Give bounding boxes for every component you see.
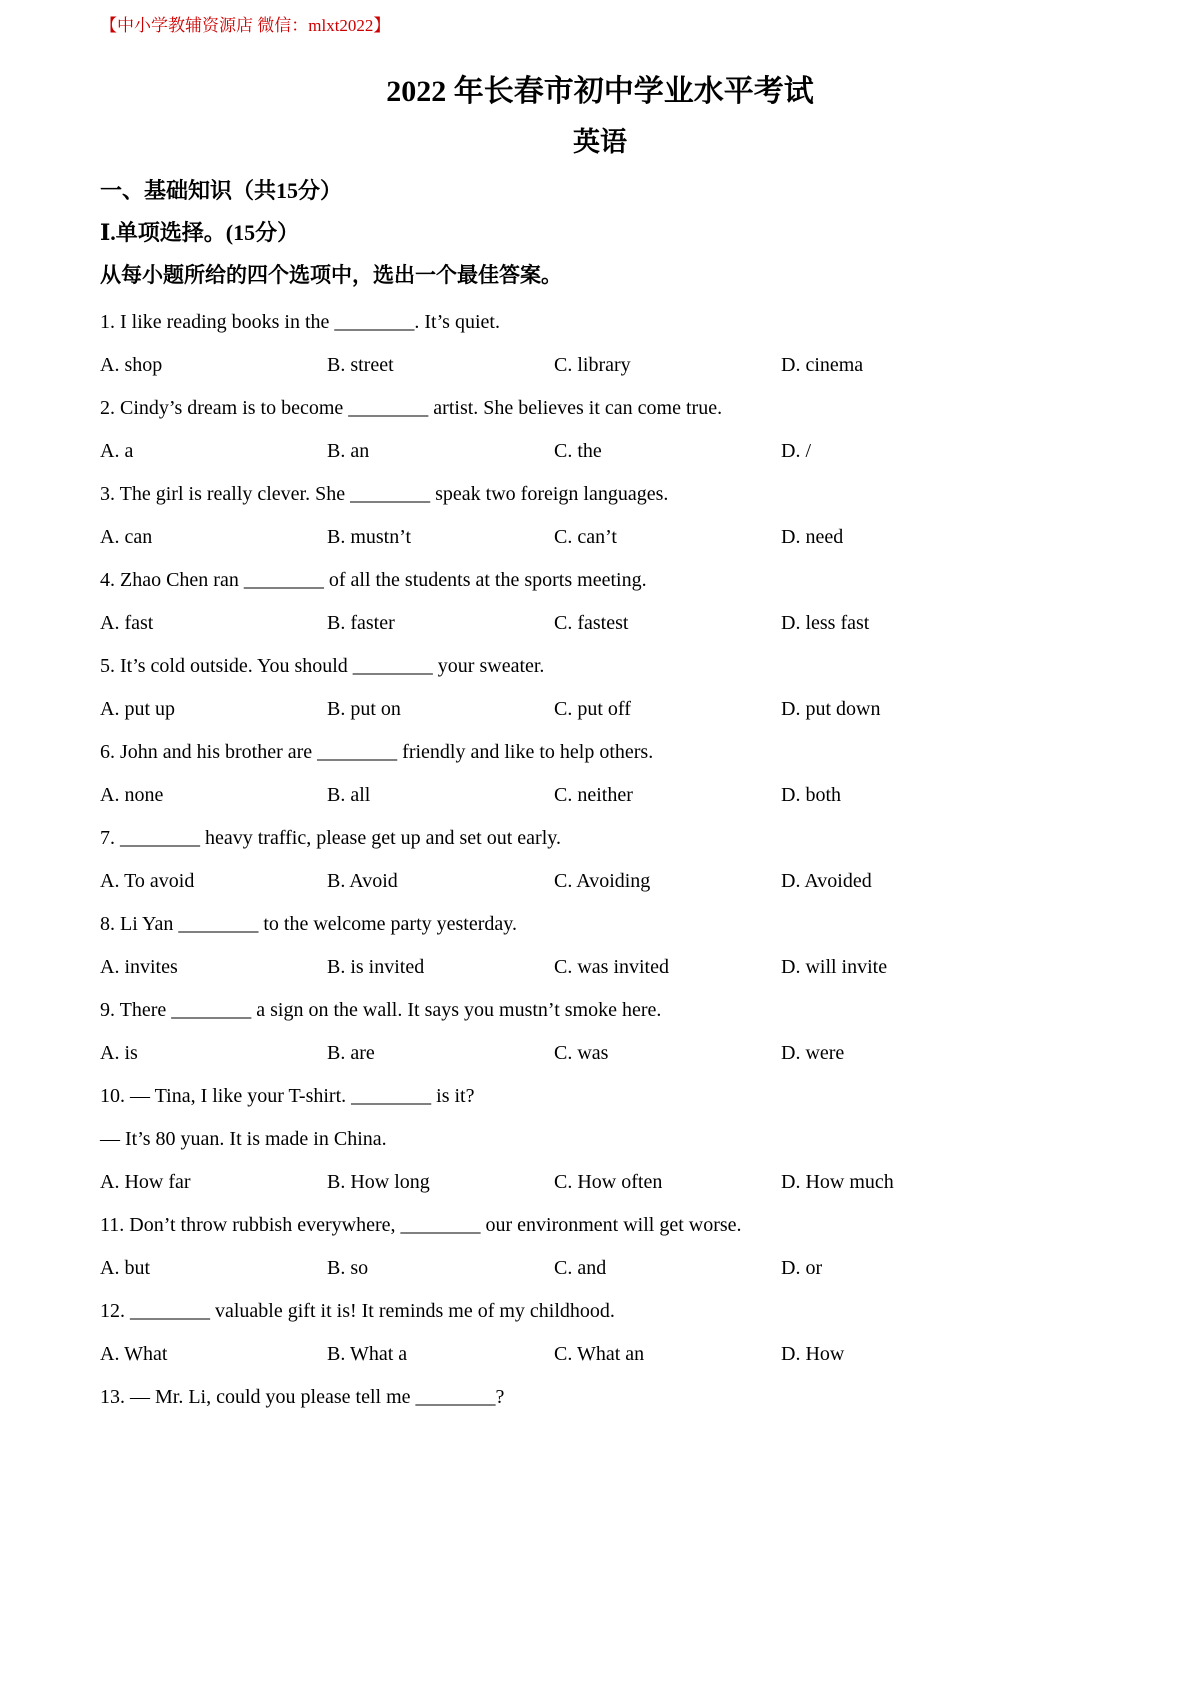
option-a: A. How far (100, 1171, 191, 1193)
exam-title: 2022 年长春市初中学业水平考试 (386, 75, 814, 108)
option-a: A. invites (100, 956, 178, 978)
option-d: D. cinema (781, 354, 864, 376)
option-d: D. How much (781, 1171, 894, 1193)
question-stem: 3. The girl is really clever. She ________ speak two foreign languages. (100, 483, 669, 505)
options-row (100, 351, 1100, 379)
option-c: C. How often (554, 1171, 663, 1193)
option-d: D. How (781, 1343, 845, 1365)
option-d: D. were (781, 1042, 845, 1064)
question-block (100, 1297, 1100, 1368)
question-block (100, 652, 1100, 723)
question-stem: 2. Cindy’s dream is to become ________ artist. She believes it can come true. (100, 397, 723, 419)
option-a: A. can (100, 526, 153, 548)
options-row (100, 523, 1100, 551)
option-c: C. can’t (554, 526, 617, 548)
option-a: A. a (100, 440, 134, 462)
options-row (100, 1254, 1100, 1282)
question-block (100, 738, 1100, 809)
options-row (100, 953, 1100, 981)
options-row (100, 1340, 1100, 1368)
option-d: D. less fast (781, 612, 870, 634)
subsection-heading: Ⅰ.单项选择。(15分） (100, 220, 300, 245)
option-c: C. fastest (554, 612, 629, 634)
question-block (100, 480, 1100, 551)
options-row (100, 867, 1100, 895)
option-a: A. is (100, 1042, 138, 1064)
option-b: B. is invited (327, 956, 425, 978)
question-stem: 13. — Mr. Li, could you please tell me ________? (100, 1386, 505, 1408)
option-a: A. none (100, 784, 164, 806)
question-block (100, 566, 1100, 637)
options-row (100, 1039, 1100, 1067)
section-heading: 一、基础知识（共15分） (100, 178, 343, 203)
option-b: B. mustn’t (327, 526, 412, 548)
option-b: B. faster (327, 612, 395, 634)
option-a: A. To avoid (100, 870, 195, 892)
option-d: D. both (781, 784, 841, 806)
option-b: B. are (327, 1042, 375, 1064)
options-row (100, 437, 1100, 465)
question-stem: 7. ________ heavy traffic, please get up and set out early. (100, 827, 561, 849)
option-a: A. fast (100, 612, 154, 634)
option-b: B. so (327, 1257, 369, 1279)
options-row (100, 609, 1100, 637)
option-a: A. What (100, 1343, 168, 1365)
option-a: A. shop (100, 354, 163, 376)
question-stem: 1. I like reading books in the ________. It’s quiet. (100, 311, 500, 333)
question-stem: 9. There ________ a sign on the wall. It says you mustn’t smoke here. (100, 999, 662, 1021)
option-c: C. Avoiding (554, 870, 651, 892)
watermark-header: 【中小学教辅资源店 微信：mlxt2022】 (100, 16, 391, 35)
question-block (100, 1082, 1100, 1196)
question-stem: 4. Zhao Chen ran ________ of all the students at the sports meeting. (100, 569, 647, 591)
options-row (100, 781, 1100, 809)
question-block (100, 910, 1100, 981)
question-stem: 6. John and his brother are ________ friendly and like to help others. (100, 741, 654, 763)
option-a: A. put up (100, 698, 175, 720)
question-block (100, 996, 1100, 1067)
option-c: C. What an (554, 1343, 645, 1365)
option-b: B. How long (327, 1171, 430, 1193)
questions-list (100, 308, 1100, 1411)
option-c: C. was invited (554, 956, 669, 978)
option-c: C. neither (554, 784, 633, 806)
question-stem: 8. Li Yan ________ to the welcome party yesterday. (100, 913, 517, 935)
option-d: D. put down (781, 698, 881, 720)
question-block (100, 394, 1100, 465)
option-c: C. library (554, 354, 631, 376)
option-d: D. need (781, 526, 844, 548)
question-block (100, 308, 1100, 379)
question-block (100, 824, 1100, 895)
option-b: B. What a (327, 1343, 408, 1365)
option-d: D. Avoided (781, 870, 872, 892)
section-instruction: 从每小题所给的四个选项中，选出一个最佳答案。 (100, 263, 562, 287)
option-b: B. street (327, 354, 394, 376)
option-b: B. Avoid (327, 870, 398, 892)
exam-subject: 英语 (573, 127, 627, 157)
option-a: A. but (100, 1257, 150, 1279)
options-row (100, 1168, 1100, 1196)
option-c: C. and (554, 1257, 607, 1279)
question-stem: — It’s 80 yuan. It is made in China. (100, 1128, 387, 1150)
options-row (100, 695, 1100, 723)
option-b: B. all (327, 784, 371, 806)
question-stem: 5. It’s cold outside. You should ________ your sweater. (100, 655, 545, 677)
option-c: C. was (554, 1042, 609, 1064)
question-stem: 12. ________ valuable gift it is! It reminds me of my childhood. (100, 1300, 615, 1322)
question-stem: 11. Don’t throw rubbish everywhere, ________ our environment will get worse. (100, 1214, 742, 1236)
option-d: D. will invite (781, 956, 888, 978)
option-d: D. or (781, 1257, 823, 1279)
question-stem: 10. — Tina, I like your T-shirt. ________ is it? (100, 1085, 475, 1107)
option-c: C. the (554, 440, 602, 462)
option-b: B. put on (327, 698, 401, 720)
question-block (100, 1211, 1100, 1282)
option-c: C. put off (554, 698, 631, 720)
option-d: D. / (781, 440, 811, 462)
question-block (100, 1383, 1100, 1411)
option-b: B. an (327, 440, 370, 462)
